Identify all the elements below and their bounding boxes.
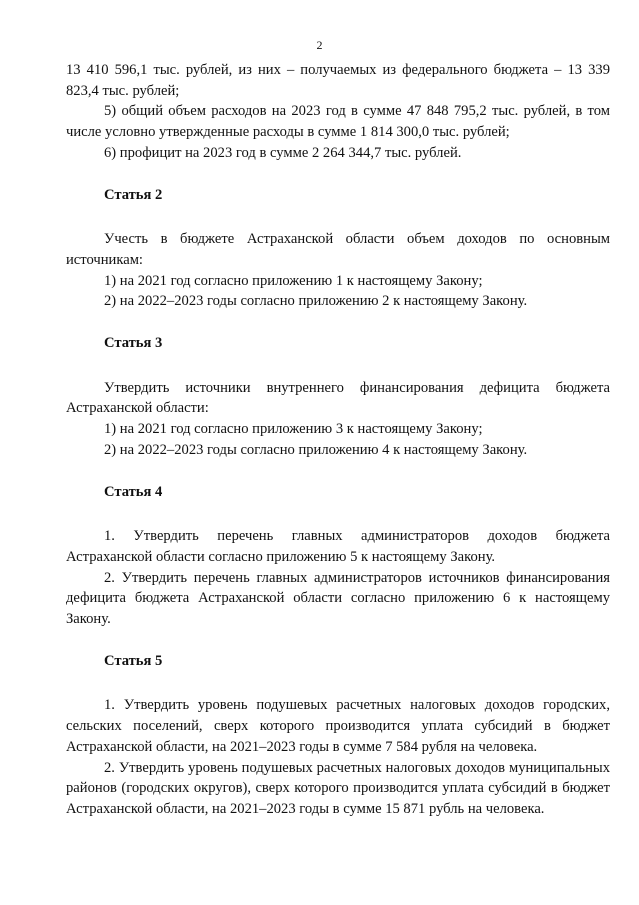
article-paragraph: Утвердить источники внутреннего финансирования дефицита бюджета Астраханской области: — [66, 379, 610, 417]
intro-paragraph: 5) общий объем расходов на 2023 год в сумме 47 848 795,2 тыс. рублей, в том числе условно утвержденные расходы в сумме 1 814 300,0 тыс. рублей; — [66, 103, 610, 141]
article-paragraph: 1. Утвердить перечень главных администраторов доходов бюджета Астраханской области согласно приложению 5 к настоящему Закону. — [66, 528, 610, 565]
article-paragraph: 1. Утвердить уровень подушевых расчетных налоговых доходов городских, сельских поселений, сверх которого производится уплата субсидий в бюджет Астраханской области, на 2021–2023 годы в сумме 7 584 рубля на человека. — [66, 697, 610, 755]
article-paragraph: 1) на 2021 год согласно приложению 1 к настоящему Закону; — [104, 272, 483, 289]
article-paragraph: 2) на 2022–2023 годы согласно приложению 2 к настоящему Закону. — [104, 293, 528, 310]
article-heading: Статья 4 — [104, 483, 163, 500]
intro-paragraph: 13 410 596,1 тыс. рублей, из них – получаемых из федерального бюджета – 13 339 823,4 тыс. рублей; — [66, 62, 610, 99]
intro-paragraph: 6) профицит на 2023 год в сумме 2 264 344,7 тыс. рублей. — [104, 144, 462, 161]
article-heading: Статья 2 — [104, 186, 163, 203]
article-paragraph: 1) на 2021 год согласно приложению 3 к настоящему Закону; — [104, 421, 483, 438]
article-heading: Статья 5 — [104, 652, 163, 669]
article-paragraph: 2. Утвердить перечень главных администраторов источников финансирования дефицита бюджета Астраханской области согласно приложению 6 к настоящему Закону. — [66, 569, 610, 628]
page-number: 2 — [316, 38, 323, 52]
article-heading: Статья 3 — [104, 335, 163, 352]
article-paragraph: 2. Утвердить уровень подушевых расчетных налоговых доходов муниципальных районов (городских округов), сверх которого производится уплата субсидий в бюджет Астраханской области, на 2021–2023 годы в сумме 15 871 рубль на человека. — [66, 759, 610, 817]
article-paragraph: 2) на 2022–2023 годы согласно приложению 4 к настоящему Закону. — [104, 441, 528, 458]
article-paragraph: Учесть в бюджете Астраханской области объем доходов по основным источникам: — [66, 231, 610, 268]
document-body — [66, 60, 610, 820]
